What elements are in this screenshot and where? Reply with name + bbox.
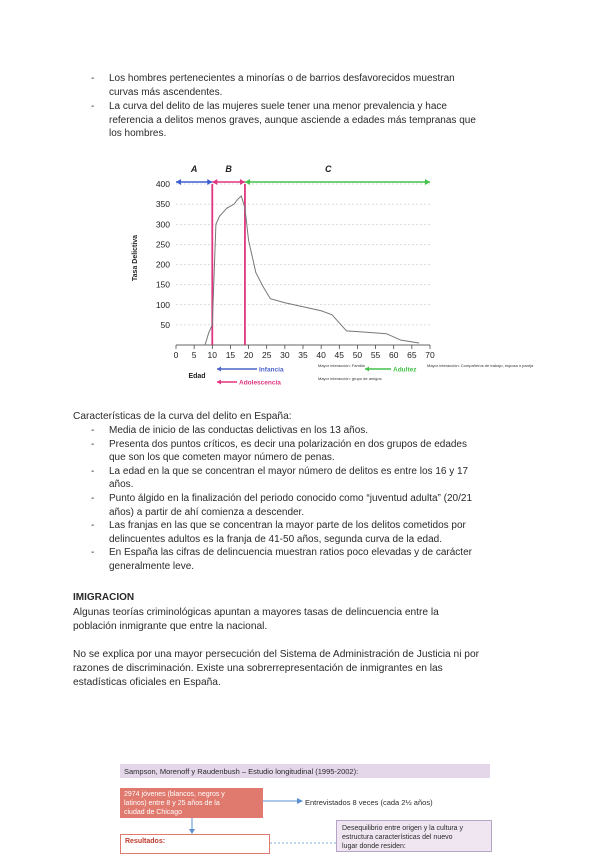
spain-bullet-5	[91, 519, 551, 546]
bullet-line: Punto álgido en la finalización del periodo conocido como “juventud adulta” (20/21	[109, 493, 473, 504]
legend-note: Mayor interacción: Compañeros de trabajo, esposa o pareja	[427, 363, 534, 368]
bullet-line: Los hombres pertenecientes a minorías o de barrios desfavorecidos muestran	[109, 73, 455, 84]
spain-bullet-3	[91, 465, 551, 492]
chart-x-ticks	[174, 345, 435, 360]
immigration-para1-line2: población inmigrante que entre la nacional.	[73, 621, 268, 632]
chart-legend	[217, 363, 534, 387]
x-tick-label: 0	[173, 350, 179, 360]
diagram-title	[120, 764, 490, 778]
chart-y-axis-label: Tasa Delictiva	[132, 234, 139, 282]
diagram-title-text: Sampson, Morenoff y Raudenbush – Estudio longitudinal (1995-2002):	[124, 767, 359, 776]
bullet-line: La edad en la que se concentran el mayor número de delitos es entre los 16 y 17	[109, 465, 469, 477]
diagram-box-participants	[120, 788, 263, 818]
legend-label: Adolescencia	[239, 379, 281, 387]
imbalance-box	[336, 820, 492, 852]
y-tick-label: 100	[155, 299, 170, 310]
x-tick-label: 10	[207, 350, 218, 360]
x-tick-label: 15	[225, 350, 236, 360]
phase-label: C	[324, 164, 332, 174]
legend-note: Mayor interacción: grupo de amigos	[318, 376, 382, 381]
bullet-line: referencia a delitos menos graves, aunque asciende a edades más tempranas que	[109, 114, 476, 126]
y-tick-label: 400	[155, 179, 170, 189]
intro-bullet-2	[91, 100, 551, 144]
imbalance-line: lugar donde residen:	[342, 843, 406, 850]
x-tick-label: 25	[261, 350, 272, 360]
x-tick-label: 5	[191, 350, 197, 360]
phase-label: A	[190, 164, 198, 174]
immigration-para2-line3: estadísticas oficiales en España.	[73, 677, 221, 688]
imbalance-line: Desequilibrio entre origen y la cultura y	[342, 825, 464, 832]
y-tick-label: 300	[155, 219, 170, 230]
bullet-dash: -	[91, 520, 95, 532]
legend-arrow-head	[365, 367, 369, 372]
immigration-heading: IMIGRACION	[73, 592, 135, 603]
spain-bullet-2	[91, 438, 551, 465]
immigration-para1-line1: Algunas teorías criminológicas apuntan a mayores tasas de delincuencia entre la	[73, 607, 439, 618]
crime-curve-chart	[125, 158, 534, 390]
x-tick-label: 70	[425, 350, 435, 360]
bullet-line: En España las cifras de delincuencia muestran ratios poco elevadas y de carácter	[109, 547, 472, 559]
participants-line: ciudad de Chicago	[124, 809, 182, 816]
participants-line: latinos) entre 8 y 25 años de la	[124, 800, 220, 807]
y-tick-label: 250	[155, 239, 170, 250]
bullet-line: que son los que cometen mayor número de penas.	[109, 452, 335, 464]
spain-bullet-4	[91, 492, 551, 519]
bullet-line: curvas más ascendentes.	[109, 86, 223, 98]
bullet-dash: -	[91, 547, 95, 559]
bullet-dash: -	[91, 101, 95, 112]
x-tick-label: 30	[280, 350, 290, 360]
bullet-line: años) a partir de ahí comienza a descender.	[109, 506, 305, 518]
x-tick-label: 65	[407, 350, 417, 360]
y-tick-label: 200	[155, 259, 170, 270]
legend-label: Infancia	[259, 366, 284, 374]
results-label: Resultados:	[125, 838, 166, 845]
bullet-line: generalmente leve.	[109, 560, 195, 572]
connector-line	[270, 836, 336, 850]
legend-arrow-head	[217, 380, 221, 385]
bullet-dash: -	[91, 493, 95, 504]
chart-x-axis-label: Edad	[188, 373, 206, 380]
participants-line: 2974 jóvenes (blancos, negros y	[124, 791, 225, 798]
results-box	[120, 834, 270, 854]
chart-y-ticks	[156, 179, 170, 330]
bullet-dash: -	[91, 425, 95, 436]
bullet-dash: -	[91, 73, 95, 84]
immigration-para2-line2: razones de discriminación. Existe una sobrerrepresentación de inmigrantes en las	[73, 663, 443, 674]
x-tick-label: 50	[352, 350, 363, 360]
bullet-line: Las franjas en las que se concentran la mayor parte de los delitos cometidos por	[109, 520, 466, 532]
down-arrow-icon	[186, 818, 198, 834]
right-arrow-icon	[263, 795, 303, 807]
legend-label: Adultez	[393, 366, 417, 374]
x-tick-label: 55	[370, 350, 381, 360]
section-intro: Características de la curva del delito en España:	[73, 411, 292, 422]
legend-note: Mayor interacción: Familia	[318, 363, 365, 368]
imbalance-line: estructura características del nuevo	[342, 834, 453, 841]
immigration-para2-line1: No se explica por una mayor persecución del Sistema de Administración de Justicia ni por	[73, 649, 480, 660]
spain-bullet-1	[91, 424, 551, 438]
y-tick-label: 50	[160, 319, 170, 330]
legend-arrow-head	[217, 367, 221, 372]
y-tick-label: 150	[155, 279, 170, 290]
bullet-line: Media de inicio de las conductas delictivas en los 13 años.	[109, 425, 369, 436]
bullet-line: delincuentes adultos es la franja de 41-50 años, segunda curva de la edad.	[109, 533, 443, 545]
spain-bullet-6	[91, 546, 551, 573]
bullet-dash: -	[91, 438, 95, 450]
chart-series	[205, 196, 419, 345]
y-tick-label: 350	[155, 199, 170, 210]
chart-phase-arrows	[176, 164, 430, 185]
x-tick-label: 40	[316, 350, 326, 360]
phase-label: B	[225, 164, 232, 174]
bullet-line: años.	[109, 479, 134, 491]
bullet-line: Presenta dos puntos críticos, es decir una polarización en dos grupos de edades	[109, 438, 467, 450]
interviews-text: Entrevistados 8 veces (cada 2½ años)	[305, 798, 433, 807]
crime-rate-line	[205, 196, 419, 345]
intro-bullet-1	[91, 72, 531, 102]
x-tick-label: 35	[298, 350, 308, 360]
bullet-dash: -	[91, 465, 95, 477]
x-tick-label: 60	[388, 350, 399, 360]
x-tick-label: 45	[334, 350, 345, 360]
bullet-line: los hombres.	[109, 128, 167, 139]
x-tick-label: 20	[243, 350, 254, 360]
bullet-line: La curva del delito de las mujeres suele tener una menor prevalencia y hace	[109, 101, 447, 112]
